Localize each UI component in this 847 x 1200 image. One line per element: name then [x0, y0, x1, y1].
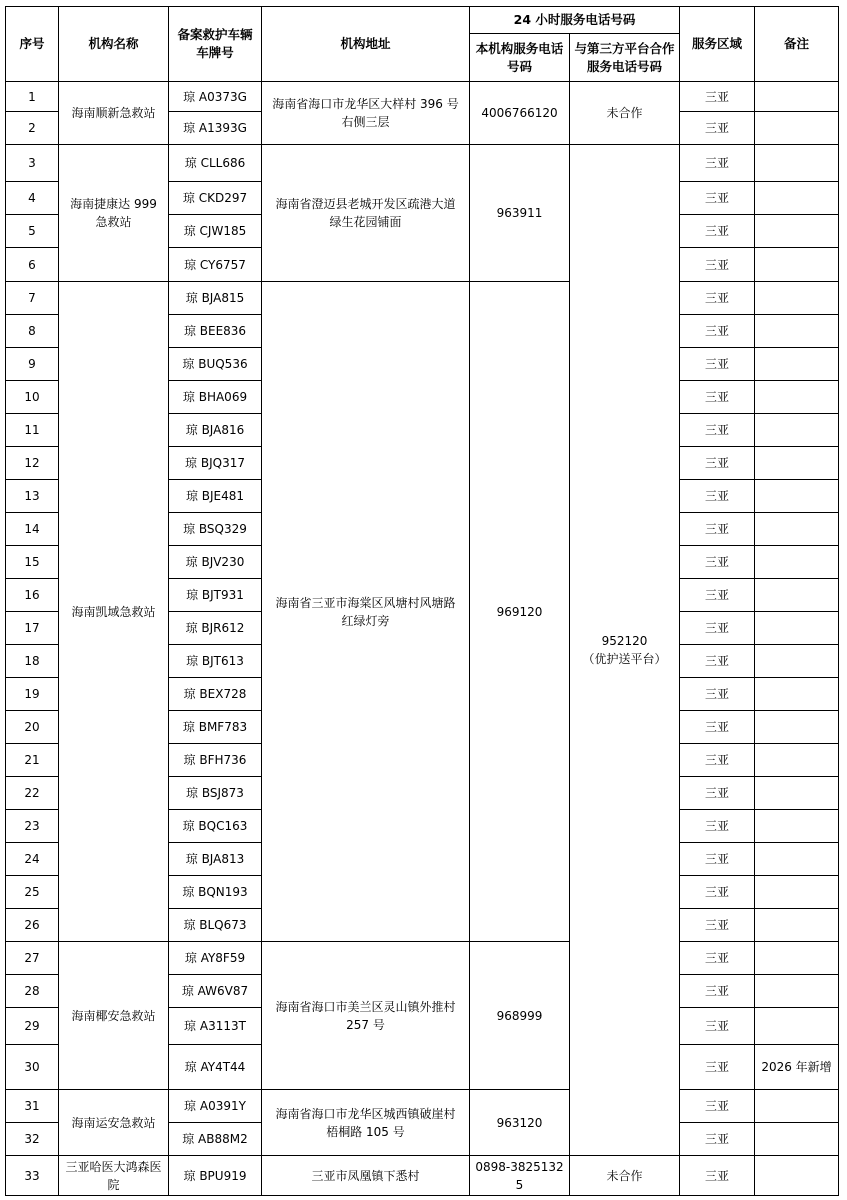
- remark-cell: [755, 810, 839, 843]
- service-area-cell: 三亚: [680, 112, 755, 145]
- seq-cell: 6: [6, 248, 59, 282]
- plate-cell: 琼 AB88M2: [169, 1123, 262, 1156]
- table-row: [6, 82, 839, 112]
- plate-cell: 琼 AW6V87: [169, 975, 262, 1008]
- service-area-cell: 三亚: [680, 182, 755, 215]
- plate-cell: 琼 AY4T44: [169, 1045, 262, 1090]
- own-phone-cell: 968999: [470, 942, 570, 1090]
- service-area-cell: 三亚: [680, 942, 755, 975]
- third-party-cell: 未合作: [570, 1156, 680, 1196]
- service-area-cell: 三亚: [680, 82, 755, 112]
- address-cell: 海南省三亚市海棠区风塘村风塘路红绿灯旁: [262, 282, 470, 942]
- seq-cell: 22: [6, 777, 59, 810]
- remark-cell: [755, 1123, 839, 1156]
- service-area-cell: 三亚: [680, 876, 755, 909]
- seq-cell: 20: [6, 711, 59, 744]
- service-area-cell: 三亚: [680, 678, 755, 711]
- org-name-cell: 海南运安急救站: [59, 1090, 169, 1156]
- seq-cell: 24: [6, 843, 59, 876]
- address-cell: 海南省海口市龙华区城西镇破崖村梧桐路 105 号: [262, 1090, 470, 1156]
- table-row: [6, 1090, 839, 1123]
- org-name-cell: 海南捷康达 999 急救站: [59, 145, 169, 282]
- plate-cell: 琼 BJA815: [169, 282, 262, 315]
- plate-cell: 琼 CKD297: [169, 182, 262, 215]
- seq-cell: 2: [6, 112, 59, 145]
- seq-cell: 26: [6, 909, 59, 942]
- remark-cell: [755, 1008, 839, 1045]
- seq-cell: 5: [6, 215, 59, 248]
- plate-cell: 琼 BMF783: [169, 711, 262, 744]
- remark-cell: [755, 513, 839, 546]
- plate-cell: 琼 BFH736: [169, 744, 262, 777]
- seq-cell: 15: [6, 546, 59, 579]
- seq-cell: 29: [6, 1008, 59, 1045]
- seq-cell: 11: [6, 414, 59, 447]
- own-phone-cell: 0898-38251325: [470, 1156, 570, 1196]
- seq-cell: 7: [6, 282, 59, 315]
- header-phone-group: 24 小时服务电话号码: [470, 7, 680, 34]
- plate-cell: 琼 CJW185: [169, 215, 262, 248]
- remark-cell: [755, 381, 839, 414]
- remark-cell: [755, 248, 839, 282]
- header-third-party-phone: 与第三方平台合作服务电话号码: [570, 34, 680, 82]
- seq-cell: 1: [6, 82, 59, 112]
- plate-cell: 琼 BJR612: [169, 612, 262, 645]
- remark-cell: [755, 612, 839, 645]
- org-name-cell: 三亚哈医大鸿森医院: [59, 1156, 169, 1196]
- address-cell: 海南省海口市龙华区大样村 396 号右侧三层: [262, 82, 470, 145]
- service-area-cell: 三亚: [680, 1123, 755, 1156]
- seq-cell: 18: [6, 645, 59, 678]
- seq-cell: 25: [6, 876, 59, 909]
- seq-cell: 30: [6, 1045, 59, 1090]
- service-area-cell: 三亚: [680, 777, 755, 810]
- table-row: [6, 942, 839, 975]
- service-area-cell: 三亚: [680, 215, 755, 248]
- plate-cell: 琼 BJT613: [169, 645, 262, 678]
- plate-cell: 琼 BQC163: [169, 810, 262, 843]
- seq-cell: 28: [6, 975, 59, 1008]
- seq-cell: 32: [6, 1123, 59, 1156]
- plate-cell: 琼 CLL686: [169, 145, 262, 182]
- remark-cell: [755, 215, 839, 248]
- remark-cell: [755, 82, 839, 112]
- plate-cell: 琼 BLQ673: [169, 909, 262, 942]
- org-name-cell: 海南凯域急救站: [59, 282, 169, 942]
- shared-platform-name: （优护送平台）: [582, 652, 667, 666]
- remark-cell: [755, 942, 839, 975]
- plate-cell: 琼 AY8F59: [169, 942, 262, 975]
- service-area-cell: 三亚: [680, 909, 755, 942]
- plate-cell: 琼 BHA069: [169, 381, 262, 414]
- remark-cell: [755, 182, 839, 215]
- seq-cell: 9: [6, 348, 59, 381]
- seq-cell: 8: [6, 315, 59, 348]
- plate-cell: 琼 BJT931: [169, 579, 262, 612]
- seq-cell: 4: [6, 182, 59, 215]
- plate-cell: 琼 BEE836: [169, 315, 262, 348]
- service-area-cell: 三亚: [680, 315, 755, 348]
- remark-cell: [755, 414, 839, 447]
- seq-cell: 16: [6, 579, 59, 612]
- org-name-cell: 海南顺新急救站: [59, 82, 169, 145]
- plate-cell: 琼 A0373G: [169, 82, 262, 112]
- service-area-cell: 三亚: [680, 513, 755, 546]
- service-area-cell: 三亚: [680, 1008, 755, 1045]
- own-phone-cell: 963911: [470, 145, 570, 282]
- header-org-name: 机构名称: [59, 7, 169, 82]
- header-own-phone: 本机构服务电话号码: [470, 34, 570, 82]
- own-phone-cell: 969120: [470, 282, 570, 942]
- service-area-cell: 三亚: [680, 1156, 755, 1196]
- seq-cell: 23: [6, 810, 59, 843]
- header-address: 机构地址: [262, 7, 470, 82]
- service-area-cell: 三亚: [680, 612, 755, 645]
- service-area-cell: 三亚: [680, 1090, 755, 1123]
- seq-cell: 31: [6, 1090, 59, 1123]
- address-cell: 海南省海口市美兰区灵山镇外推村 257 号: [262, 942, 470, 1090]
- seq-cell: 13: [6, 480, 59, 513]
- seq-cell: 33: [6, 1156, 59, 1196]
- remark-cell: [755, 876, 839, 909]
- plate-cell: 琼 A1393G: [169, 112, 262, 145]
- remark-cell: [755, 711, 839, 744]
- remark-cell: [755, 282, 839, 315]
- remark-cell: [755, 909, 839, 942]
- remark-cell: [755, 645, 839, 678]
- seq-cell: 17: [6, 612, 59, 645]
- plate-cell: 琼 BPU919: [169, 1156, 262, 1196]
- address-cell: 海南省澄迈县老城开发区疏港大道绿生花园铺面: [262, 145, 470, 282]
- remark-cell: [755, 112, 839, 145]
- service-area-cell: 三亚: [680, 480, 755, 513]
- seq-cell: 12: [6, 447, 59, 480]
- plate-cell: 琼 BSJ873: [169, 777, 262, 810]
- table-row: [6, 282, 839, 315]
- service-area-cell: 三亚: [680, 381, 755, 414]
- plate-cell: 琼 A0391Y: [169, 1090, 262, 1123]
- seq-cell: 19: [6, 678, 59, 711]
- service-area-cell: 三亚: [680, 744, 755, 777]
- remark-cell: [755, 975, 839, 1008]
- table-row: [6, 145, 839, 182]
- plate-cell: 琼 BJA816: [169, 414, 262, 447]
- service-area-cell: 三亚: [680, 975, 755, 1008]
- service-area-cell: 三亚: [680, 348, 755, 381]
- remark-cell: [755, 744, 839, 777]
- ambulance-registry-table: [5, 6, 839, 1196]
- remark-cell: [755, 777, 839, 810]
- header-service-area: 服务区域: [680, 7, 755, 82]
- remark-cell: [755, 145, 839, 182]
- plate-cell: 琼 BJE481: [169, 480, 262, 513]
- service-area-cell: 三亚: [680, 579, 755, 612]
- plate-cell: 琼 BUQ536: [169, 348, 262, 381]
- header-plate: 备案救护车辆车牌号: [169, 7, 262, 82]
- plate-cell: 琼 BSQ329: [169, 513, 262, 546]
- table-row: [6, 1156, 839, 1196]
- service-area-cell: 三亚: [680, 414, 755, 447]
- remark-cell: [755, 678, 839, 711]
- remark-cell: [755, 579, 839, 612]
- shared-third-party-cell: [570, 145, 680, 1156]
- plate-cell: 琼 BJQ317: [169, 447, 262, 480]
- plate-cell: 琼 BJA813: [169, 843, 262, 876]
- header-remark: 备注: [755, 7, 839, 82]
- shared-platform-number: 952120: [601, 634, 648, 648]
- remark-cell: [755, 1090, 839, 1123]
- service-area-cell: 三亚: [680, 546, 755, 579]
- remark-cell: 2026 年新增: [755, 1045, 839, 1090]
- table-body: [6, 82, 839, 1196]
- seq-cell: 27: [6, 942, 59, 975]
- third-party-cell: 未合作: [570, 82, 680, 145]
- service-area-cell: 三亚: [680, 248, 755, 282]
- plate-cell: 琼 BQN193: [169, 876, 262, 909]
- service-area-cell: 三亚: [680, 645, 755, 678]
- service-area-cell: 三亚: [680, 711, 755, 744]
- plate-cell: 琼 BEX728: [169, 678, 262, 711]
- remark-cell: [755, 315, 839, 348]
- remark-cell: [755, 480, 839, 513]
- own-phone-cell: 963120: [470, 1090, 570, 1156]
- service-area-cell: 三亚: [680, 282, 755, 315]
- seq-cell: 10: [6, 381, 59, 414]
- address-cell: 三亚市凤凰镇下悉村: [262, 1156, 470, 1196]
- plate-cell: 琼 CY6757: [169, 248, 262, 282]
- service-area-cell: 三亚: [680, 447, 755, 480]
- remark-cell: [755, 348, 839, 381]
- seq-cell: 21: [6, 744, 59, 777]
- remark-cell: [755, 843, 839, 876]
- remark-cell: [755, 546, 839, 579]
- service-area-cell: 三亚: [680, 843, 755, 876]
- service-area-cell: 三亚: [680, 1045, 755, 1090]
- remark-cell: [755, 447, 839, 480]
- org-name-cell: 海南椰安急救站: [59, 942, 169, 1090]
- service-area-cell: 三亚: [680, 145, 755, 182]
- remark-cell: [755, 1156, 839, 1196]
- plate-cell: 琼 BJV230: [169, 546, 262, 579]
- plate-cell: 琼 A3113T: [169, 1008, 262, 1045]
- header-seq: 序号: [6, 7, 59, 82]
- seq-cell: 14: [6, 513, 59, 546]
- service-area-cell: 三亚: [680, 810, 755, 843]
- own-phone-cell: 4006766120: [470, 82, 570, 145]
- seq-cell: 3: [6, 145, 59, 182]
